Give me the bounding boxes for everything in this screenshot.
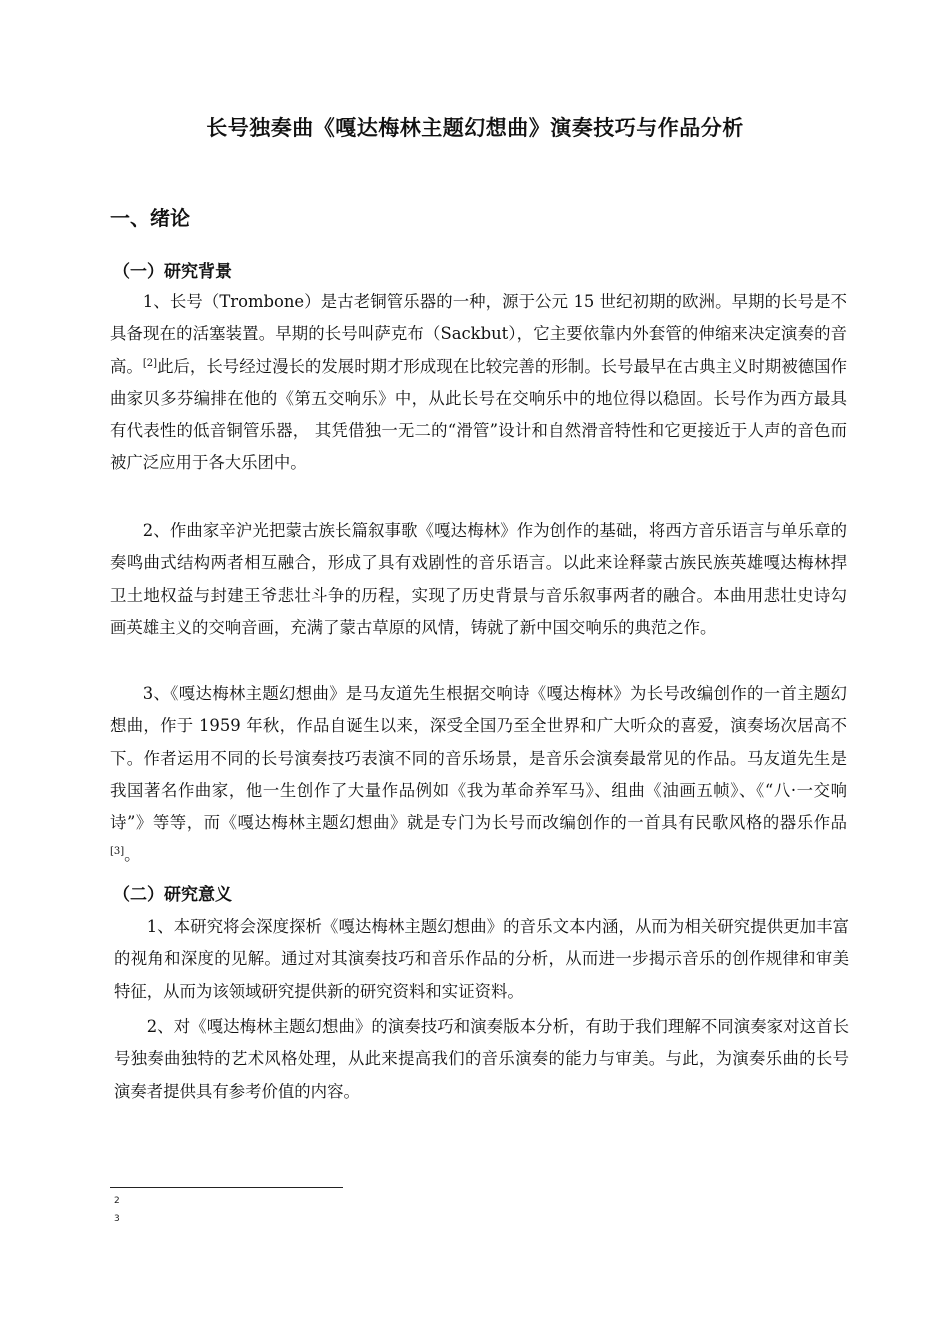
paragraph-background-1 [110, 286, 847, 480]
footnote-3: 3 [114, 1214, 120, 1224]
paragraph-background-2: 2、作曲家辛沪光把蒙古族长篇叙事歌《嘎达梅林》作为创作的基础，将西方音乐语言与单乐章的奏鸣曲式结构两者相互融合，形成了具有戏剧性的音乐语言。以此来诠释蒙古族民族英雄嘎达梅林捍卫土地权益与封建王爷悲壮斗争的历程，实现了历史背景与音乐叙事两者的融合。本曲用悲壮史诗勾画英雄主义的交响音画，充满了蒙古草原的风情，铸就了新中国交响乐的典范之作。 [110, 521, 847, 637]
paragraph-significance-1: 1、本研究将会深度探析《嘎达梅林主题幻想曲》的音乐文本内涵，从而为相关研究提供更加丰富的视角和深度的见解。通过对其演奏技巧和音乐作品的分析，从而进一步揭示音乐的创作规律和审美特征，从而为该领域研究提供新的研究资料和实证资料。 [114, 917, 849, 1001]
paragraph-significance-2: 2、对《嘎达梅林主题幻想曲》的演奏技巧和演奏版本分析，有助于我们理解不同演奏家对这首长号独奏曲独特的艺术风格处理，从此来提高我们的音乐演奏的能力与审美。与此，为演奏乐曲的长号演奏者提供具有参考价值的内容。 [114, 1017, 849, 1101]
subsection-heading-significance: （二）研究意义 [113, 885, 232, 905]
paragraph-text: 。 [124, 845, 141, 865]
section-heading-introduction: 一、绪论 [110, 206, 190, 230]
citation-ref: [2] [142, 357, 158, 369]
paper-title: 长号独奏曲《嘎达梅林主题幻想曲》演奏技巧与作品分析 [206, 116, 744, 140]
paragraph-background-3 [110, 678, 847, 872]
paragraph-text: 3、《嘎达梅林主题幻想曲》是马友道先生根据交响诗《嘎达梅林》为长号改编创作的一首主题幻想曲，作于 1959 年秋，作品自诞生以来，深受全国乃至全世界和广大听众的喜爱，演奏场次居高不下。作者运用不同的长号演奏技巧表演不同的音乐场景，是音乐会演奏最常见的作品。马友道先生是我国著名作曲家，他一生创作了大量作品例如《我为革命养军马》、组曲《油画五帧》、《“八·一交响诗”》等等，而《嘎达梅林主题幻想曲》就是专门为长号而改编创作的一首具有民歌风格的器乐作品 [110, 684, 847, 833]
paragraph-text: 1、长号（Trombone）是古老铜管乐器的一种，源于公元 15 世纪初期的欧洲。早期的长号是不具备现在的活塞装置。早期的长号叫萨克布（Sackbut），它主要依靠内外套管的伸缩来决定演奏的音高。 [110, 292, 847, 376]
footnote-separator [110, 1187, 343, 1188]
paragraph-text: 此后，长号经过漫长的发展时期才形成现在比较完善的形制。长号最早在古典主义时期被德国作曲家贝多芬编排在他的《第五交响乐》中，从此长号在交响乐中的地位得以稳固。长号作为西方最具有代表性的低音铜管乐器， 其凭借独一无二的“滑管”设计和自然滑音特性和它更接近于人声的音色而被广泛应用于各大乐团中。 [110, 356, 848, 473]
footnote-2: 2 [114, 1196, 120, 1206]
subsection-heading-background: （一）研究背景 [113, 262, 232, 282]
citation-ref: [3] [110, 846, 125, 858]
